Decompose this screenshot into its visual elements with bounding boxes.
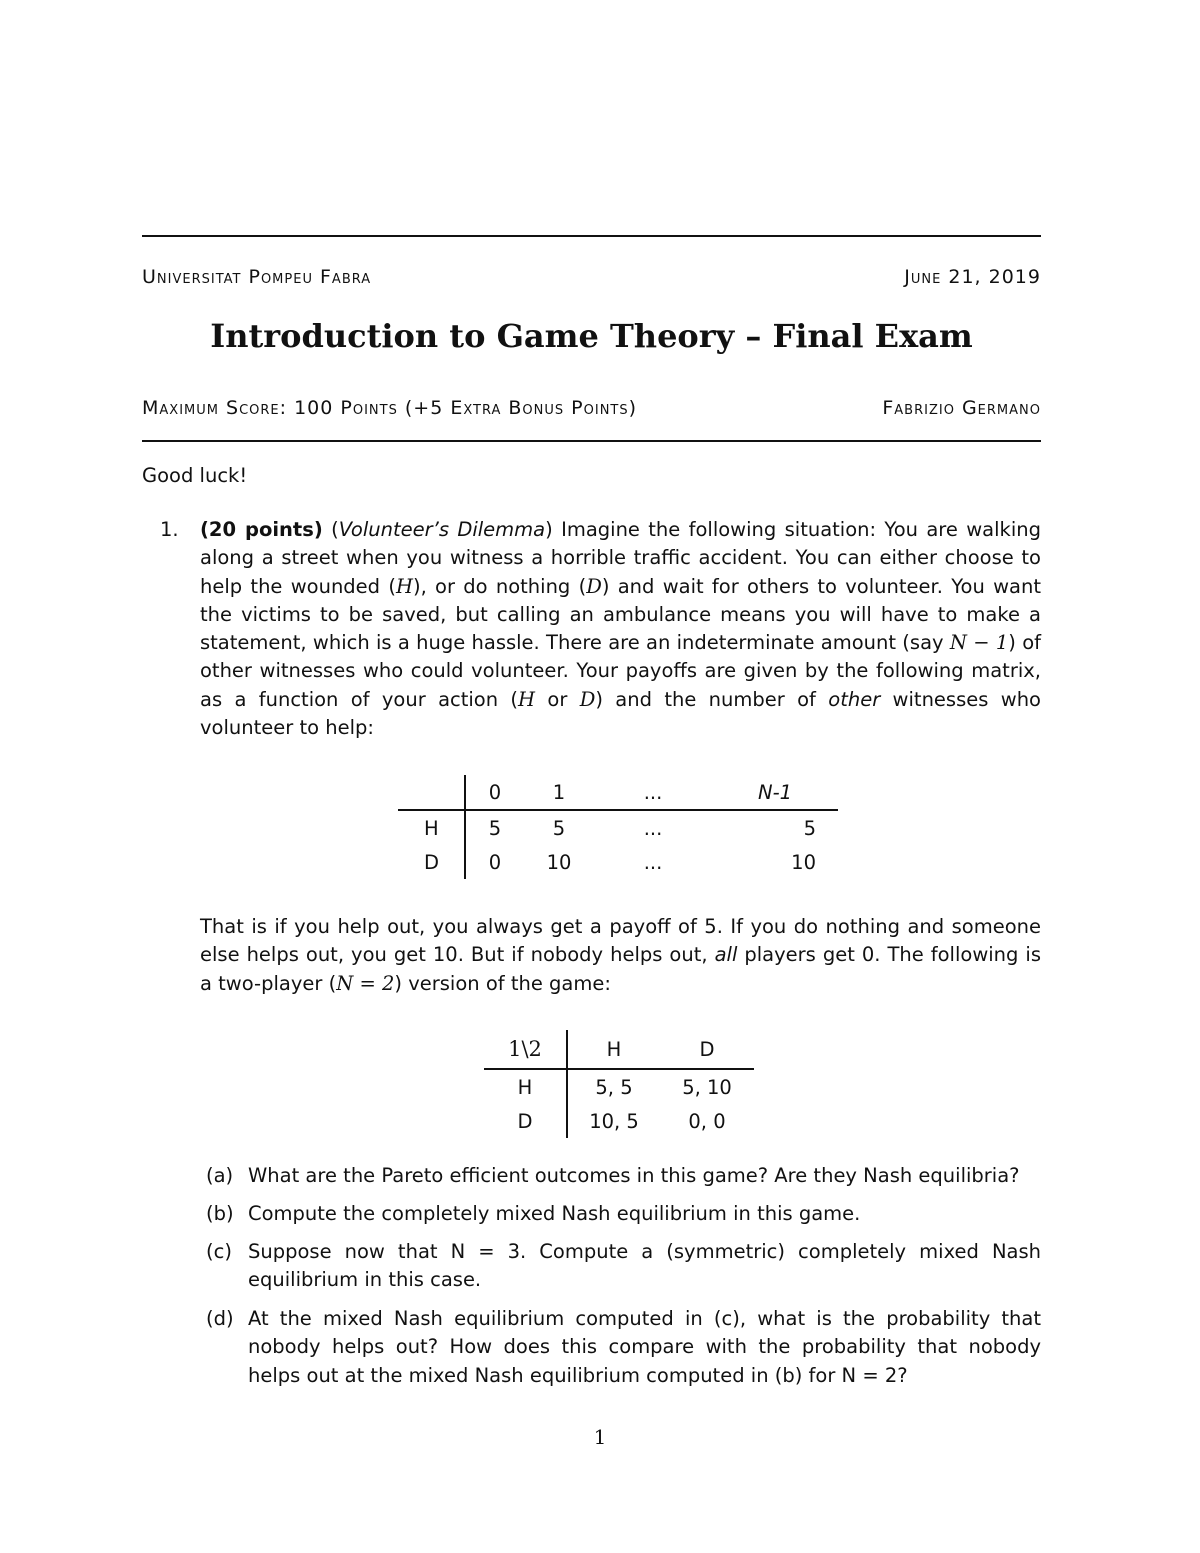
matrix-cell: ...: [643, 850, 663, 874]
matrix-row-label: H: [398, 810, 465, 845]
intro-text-a: Imagine the following situation: You are walking along a street when you witness a horrible traffic accident. You can either choose to help the wounded (: [200, 518, 1041, 598]
or-text: or: [535, 687, 580, 711]
matrix-cell: 10, 5: [589, 1109, 639, 1133]
matrix-row-label: D: [398, 845, 465, 879]
intro-text-e: ) and the number of: [595, 687, 829, 711]
top-rule: [142, 235, 1041, 237]
matrix-cell: 0, 0: [688, 1109, 726, 1133]
matrix-row-label: H: [484, 1069, 567, 1104]
question-points: (20 points): [200, 518, 323, 541]
question-middle: [200, 913, 1041, 998]
intro-text-f: witnesses who volunteer to help:: [200, 687, 1041, 740]
subquestion-label: (b): [206, 1202, 234, 1225]
matrix-cell: 5, 5: [595, 1075, 633, 1099]
payoff-matrix-n: [398, 775, 838, 879]
var-n-eq-2: N = 2: [336, 971, 395, 995]
middle-text-b: players get 0. The following is a two-player (: [200, 943, 1042, 995]
matrix-header-row: [398, 775, 838, 810]
matrix-col-header: N-1: [712, 775, 838, 810]
middle-text-c: ) version of the game:: [394, 971, 611, 995]
matrix-cell: 5: [803, 816, 816, 840]
matrix-cell: ...: [643, 816, 663, 840]
author-name: Fabrizio Germano: [882, 397, 1041, 419]
matrix-col-header: H: [567, 1030, 660, 1069]
var-n-minus-1: N − 1: [949, 631, 1009, 655]
matrix-row: [484, 1069, 754, 1104]
bottom-rule: [142, 440, 1041, 442]
other-emph: other: [828, 687, 881, 711]
matrix-col-header: D: [660, 1030, 754, 1069]
matrix-col-header: ...: [594, 775, 712, 810]
var-h-2: H: [518, 687, 536, 711]
matrix-cell: 5, 10: [682, 1075, 732, 1099]
exam-title: Introduction to Game Theory – Final Exam: [210, 317, 973, 355]
intro-text-c: ) and wait for others to volunteer. You want the victims to be saved, but calling an ambulance means you will have to make a statement, which is a huge hassle. There are an indeterminate amount (say: [200, 574, 1041, 655]
matrix-row-label: D: [484, 1104, 567, 1138]
var-d-2: D: [579, 687, 596, 711]
greeting: Good luck!: [142, 464, 248, 487]
matrix-corner: 1\2: [484, 1030, 567, 1069]
university-name: Universitat Pompeu Fabra: [142, 266, 372, 288]
max-score: Maximum Score: 100 Points (+5 Extra Bonus Points): [142, 397, 638, 419]
matrix-col-header: 1: [524, 775, 594, 810]
subquestion-text: Suppose now that N = 3. Compute a (symmetric) completely mixed Nash equilibrium in this case.: [248, 1240, 1041, 1292]
matrix-cell: 10: [546, 850, 572, 874]
matrix-col-header: 0: [465, 775, 524, 810]
matrix-row: [398, 845, 838, 879]
all-emph: all: [714, 943, 738, 967]
matrix-row: [484, 1104, 754, 1138]
var-h: H: [395, 574, 413, 598]
matrix-cell: 5: [488, 816, 502, 840]
exam-date: June 21, 2019: [904, 266, 1041, 288]
question-intro: (20 points) (Volunteer’s Dilemma) Imagine the following situation: You are walking along a street when you witness a horrible traffic accident. You can either choose to help the wounded (H), or do nothing (D) and wait for others to volunteer. You want the victims to be saved, but calling an ambulance means you will have to make a statement, which is a huge hassle. There are an indeterminate amount (say N − 1) of other witnesses who could volunteer. Your payoffs are given by the following matrix, as a function of your action (H or D) and the number of other witnesses who volunteer to help:: [200, 518, 1041, 740]
subquestion-text: At the mixed Nash equilibrium computed in (c), what is the probability that nobody helps out? How does this compare with the probability that nobody helps out at the mixed Nash equilibrium computed in (b) for N = 2?: [248, 1307, 1041, 1387]
matrix-row: [398, 810, 838, 845]
matrix-cell: 10: [791, 850, 816, 874]
middle-text-a: That is if you help out, you always get a payoff of 5. If you do nothing and someone else helps out, you get 10. But if nobody helps out,: [200, 915, 1041, 967]
matrix-cell: 5: [552, 816, 566, 840]
question-topic: Volunteer’s Dilemma: [338, 518, 546, 541]
subquestion-text: Compute the completely mixed Nash equilibrium in this game.: [248, 1202, 861, 1225]
payoff-matrix-two-player: [484, 1030, 754, 1138]
subquestion-label: (d): [206, 1307, 234, 1330]
intro-text-b: ), or do nothing (: [412, 574, 587, 598]
intro-text-d: ) of other witnesses who could volunteer. Your payoffs are given by the following matrix, as a function of your action (: [200, 631, 1041, 711]
matrix-header-row: [484, 1030, 754, 1069]
question-number: 1.: [160, 518, 179, 541]
subquestion-text: What are the Pareto efficient outcomes in this game? Are they Nash equilibria?: [248, 1164, 1020, 1187]
subquestion-label: (a): [206, 1164, 234, 1187]
matrix-cell: 0: [488, 850, 502, 874]
subquestion-label: (c): [206, 1240, 232, 1263]
var-d: D: [586, 574, 602, 598]
page-number: 1: [593, 1425, 607, 1449]
